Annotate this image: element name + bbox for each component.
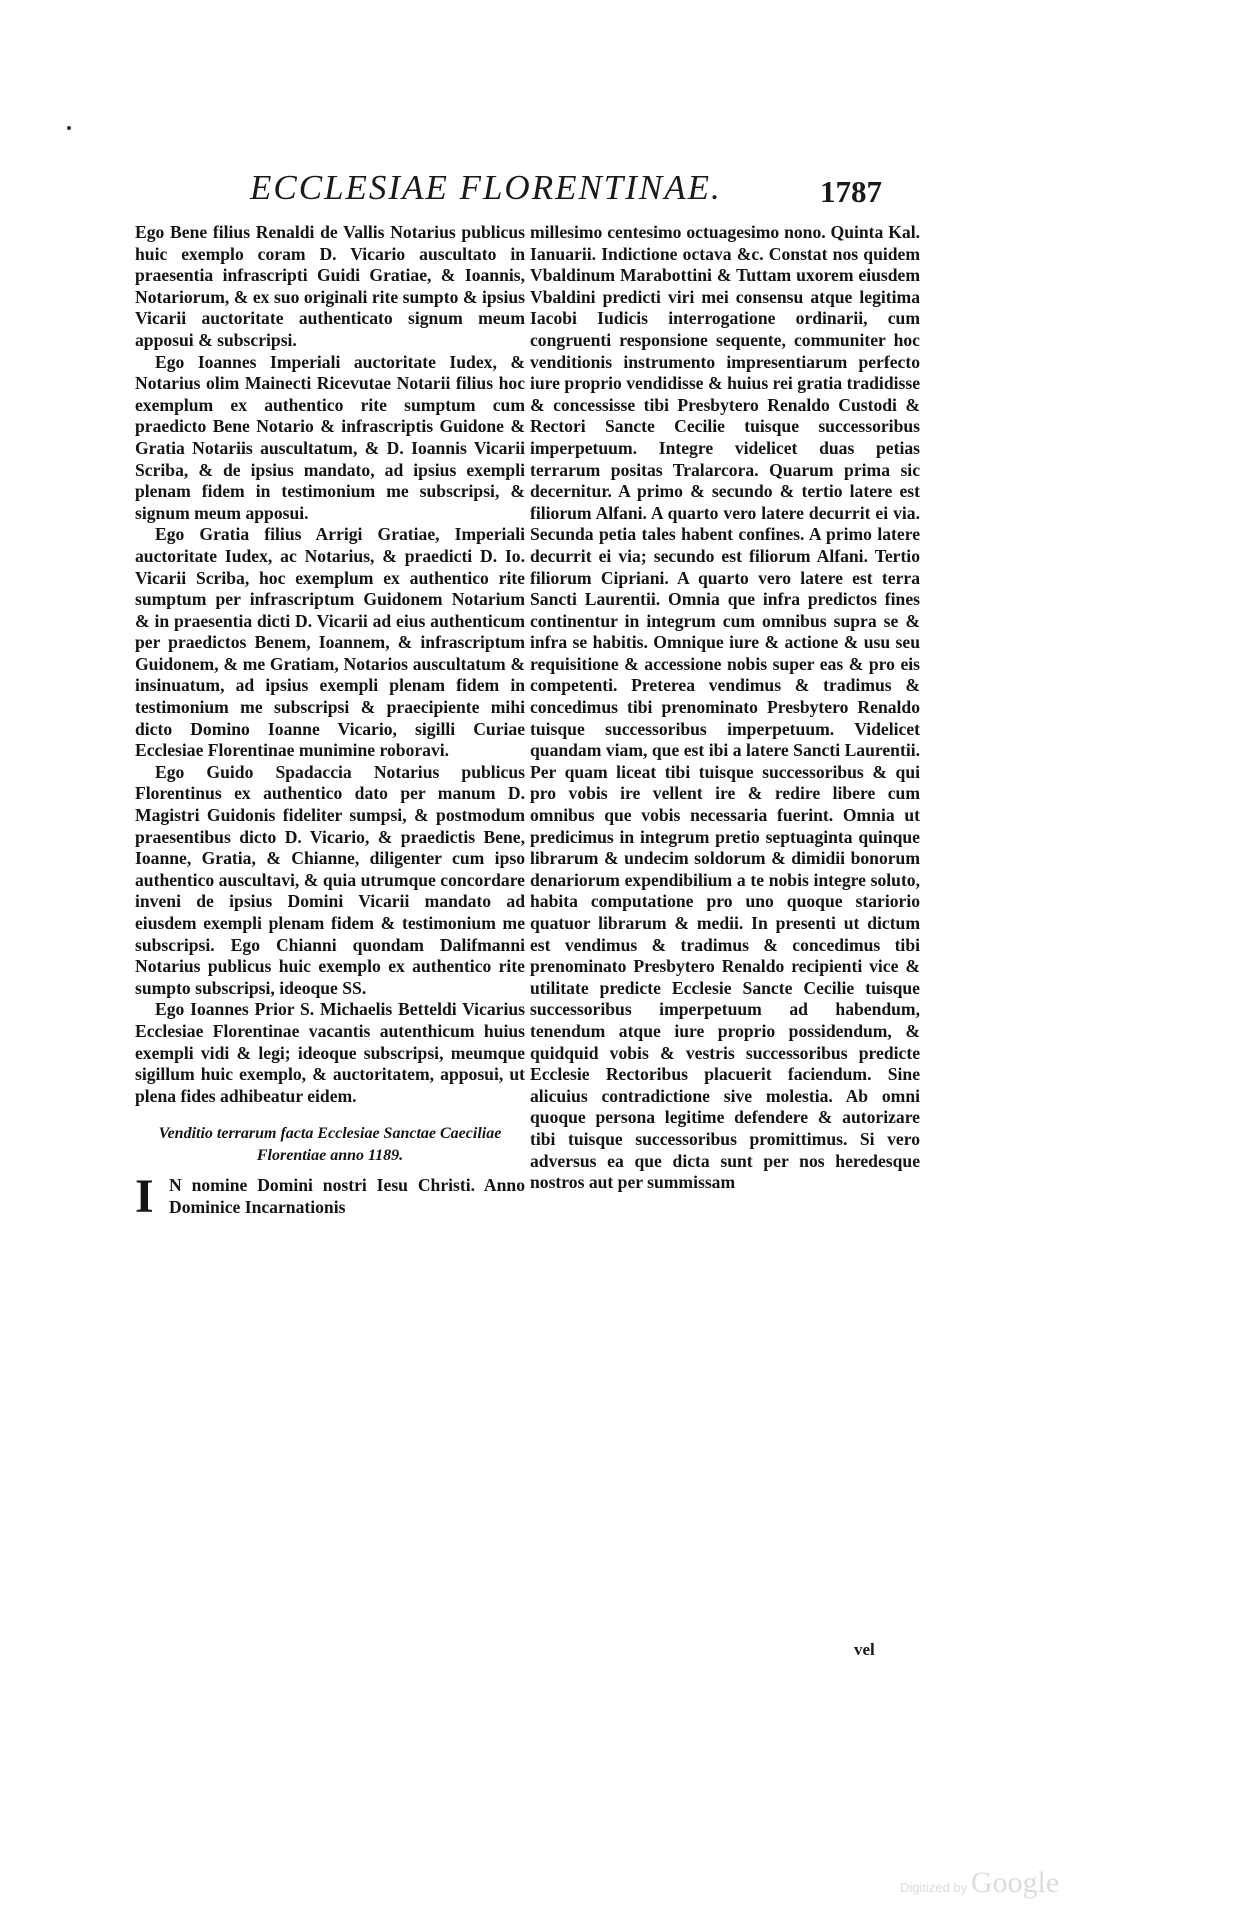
paragraph: Ego Gratia filius Arrigi Gratiae, Imperiali auctoritate Iudex, ac Notarius, & praedicti D. Io. Vicarii Scriba, hoc exemplum ex authentico rite sumptum per infrascriptum Guidonem Notarium & in praesentia dicti D. Vicarii ad eius authenticum per praedictos Benem, Ioannem, & infrascriptum Guidonem, & me Gratiam, Notarios auscultatum & insinuatum, ad ipsius exempli plenam fidem in testimonium me subscripsi & praecipiente mihi dicto Domino Ioanne Vicario, sigilli Curiae Ecclesiae Florentinae munimine roboravi. bbox=[135, 524, 525, 761]
catchword: vel bbox=[854, 1640, 875, 1659]
left-column bbox=[135, 222, 525, 1224]
running-title: ECCLESIAE FLORENTINAE. bbox=[250, 168, 722, 207]
right-column bbox=[530, 222, 920, 1194]
digitized-watermark bbox=[900, 1866, 1059, 1900]
document-subtitle: Venditio terrarum facta Ecclesiae Sanctae Caeciliae Florentiae anno 1189. bbox=[158, 1125, 502, 1165]
paragraph: Ego Guido Spadaccia Notarius publicus Florentinus ex authentico dato per manum D. Magistri Guidonis fideliter sumpsi, & postmodum praesentibus dicto D. Vicario, & praedictis Bene, Ioanne, Gratia, & Chianne, diligenter cum ipso authentico auscultavi, & quia utrumque concordare inveni de ipsius Domini Vicarii mandato ad eiusdem exempli plenam fidem & testimonium me subscripsi. Ego Chianni quondam Dalifmanni Notarius publicus huic exemplo ex authentico rite sumpto subscripsi, ideoque SS. bbox=[135, 761, 525, 998]
paragraph: Ego Bene filius Renaldi de Vallis Notarius publicus huic exemplo coram D. Vicario auscultato in praesentia infrascripti Guidi Gratiae, & Ioannis, Notariorum, & ex suo originali rite sumpto & ipsius Vicarii auctoritate authenticato signum meum apposui & subscripsi. bbox=[135, 222, 525, 350]
page-number: 1787 bbox=[820, 174, 882, 209]
ink-speck bbox=[67, 126, 71, 130]
paragraph: millesimo centesimo octuagesimo nono. Quinta Kal. Ianuarii. Indictione octava &c. Constat nos quidem Vbaldinum Marabottini & Tuttam uxorem eiusdem Vbaldini predicti viri mei consensu atque legitima Iacobi Iudicis interrogatione ordinarii, cum congruenti responsione sequente, communiter hoc venditionis instrumento impresentiarum perfecto iure proprio vendidisse & huius rei gratia tradidisse & concessisse tibi Presbytero Renaldo Custodi & Rectori Sancte Cecilie tuisque successoribus imperpetuum. Integre videlicet duas petias terrarum positas Tralarcora. Quarum prima sic decernitur. A primo & secundo & tertio latere est filiorum Alfani. A quarto vero latere decurrit ei via. Secunda petia tales habent confines. A primo latere decurrit ei via; secundo est filiorum Alfani. Tertio filiorum Cipriani. A quarto vero latere est terra Sancti Laurentii. Omnia que infra predictos fines continentur in integrum cum omnibus supra se & infra se habitis. Omnique iure & actione & usu seu requisitione & accessione nobis super eas & pro eis competenti. Preterea vendimus & tradimus & concedimus tibi prenominato Presbytero Renaldo tuisque successoribus imperpetuum. Videlicet quandam viam, que est ibi a latere Sancti Laurentii. Per quam liceat tibi tuisque successoribus & qui pro vobis ire vellent ire & redire libere cum omnibus que vobis necessaria fuerint. Omnia ut predicimus in integrum pretio septuaginta quinque librarum & undecim soldorum & dimidii bonorum denariorum expendibilium a te nobis integre soluto, habita computatione pro uno quoque stariorio quatuor librarum & medii. In presenti ut dictum est vendimus & tradimus & concedimus tibi prenominato Presbytero Renaldo recipienti vice & utilitate predicte Ecclesie Sancte Cecilie tuisque successoribus imperpetuum ad habendum, tenendum atque iure proprio possidendum, & quidquid vobis & vestris successoribus predicte Ecclesie Rectoribus placuerit faciendum. Sine alicuius contradictione sive molestia. Ab omni quoque persona legitime defendere & autorizare tibi tuisque successoribus promittimus. Si vero adversus ea que dicta sunt per nos heredesque nostros aut per summissam bbox=[530, 222, 920, 1193]
document-intro bbox=[135, 1170, 525, 1224]
watermark-brand: Google bbox=[970, 1866, 1060, 1899]
paragraph: Ego Ioannes Imperiali auctoritate Iudex, & Notarius olim Mainecti Ricevutae Notarii filius hoc exemplum ex authentico rite sumptum cum praedicto Bene Notario & infrascriptis Guidone & Gratia Notariis auscultatum, & D. Ioannis Vicarii Scriba, & de ipsius mandato, ad ipsius exempli plenam fidem in testimonium me subscripsi, & signum meum apposui. bbox=[135, 351, 525, 523]
page-header bbox=[250, 168, 900, 216]
watermark-prefix: Digitized by bbox=[900, 1880, 968, 1895]
drop-cap: I bbox=[135, 1170, 154, 1224]
paragraph: Ego Ioannes Prior S. Michaelis Betteldi Vicarius Ecclesiae Florentinae vacantis autenthicum huius exempli vidi & legi; ideoque subscripsi, meumque sigillum huic exemplo, & auctoritatem, apposui, ut plena fides adhibeatur eidem. bbox=[135, 999, 525, 1106]
intro-text: N nomine Domini nostri Iesu Christi. Anno Dominice Incarnationis bbox=[169, 1175, 525, 1217]
